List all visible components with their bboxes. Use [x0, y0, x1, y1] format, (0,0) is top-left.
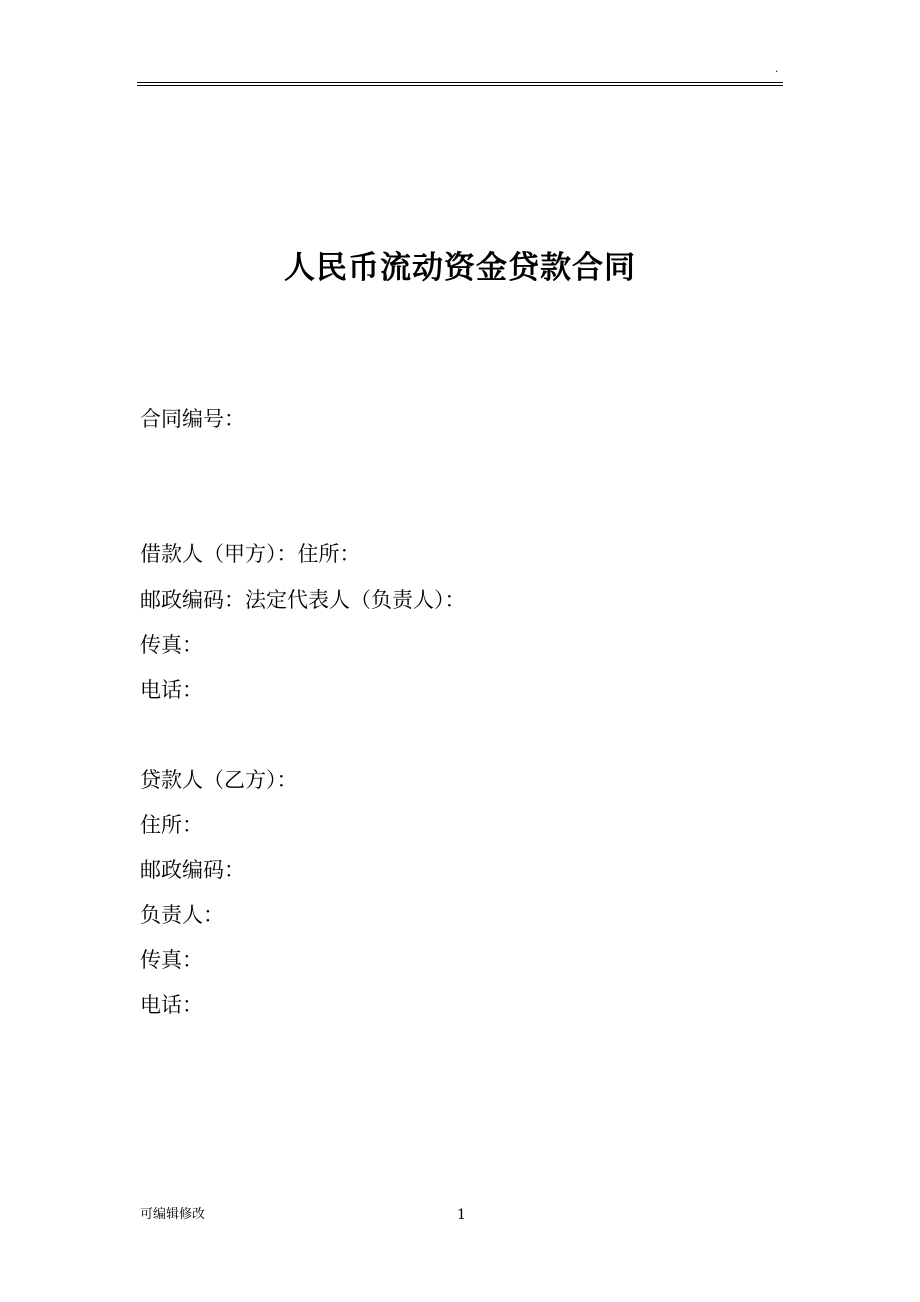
lender-responsible: 负责人：	[140, 903, 224, 927]
borrower-heading: 借款人（甲方）：住所：	[140, 542, 361, 566]
header-double-rule	[137, 82, 783, 83]
footer-page-number: 1	[457, 1207, 466, 1223]
lender-address: 住所：	[140, 813, 203, 837]
header-mark: .	[775, 64, 779, 75]
borrower-phone: 电话：	[140, 678, 203, 702]
lender-phone: 电话：	[140, 993, 203, 1017]
document-title: 人民币流动资金贷款合同	[284, 250, 636, 286]
lender-postal: 邮政编码：	[140, 858, 245, 882]
lender-fax: 传真：	[140, 948, 203, 972]
borrower-fax: 传真：	[140, 633, 203, 657]
lender-heading: 贷款人（乙方）：	[140, 768, 298, 792]
contract-number-label: 合同编号：	[140, 407, 245, 431]
footer-editable-note: 可编辑修改	[140, 1207, 206, 1222]
borrower-postal-and-representative: 邮政编码：法定代表人（负责人）：	[140, 588, 466, 612]
